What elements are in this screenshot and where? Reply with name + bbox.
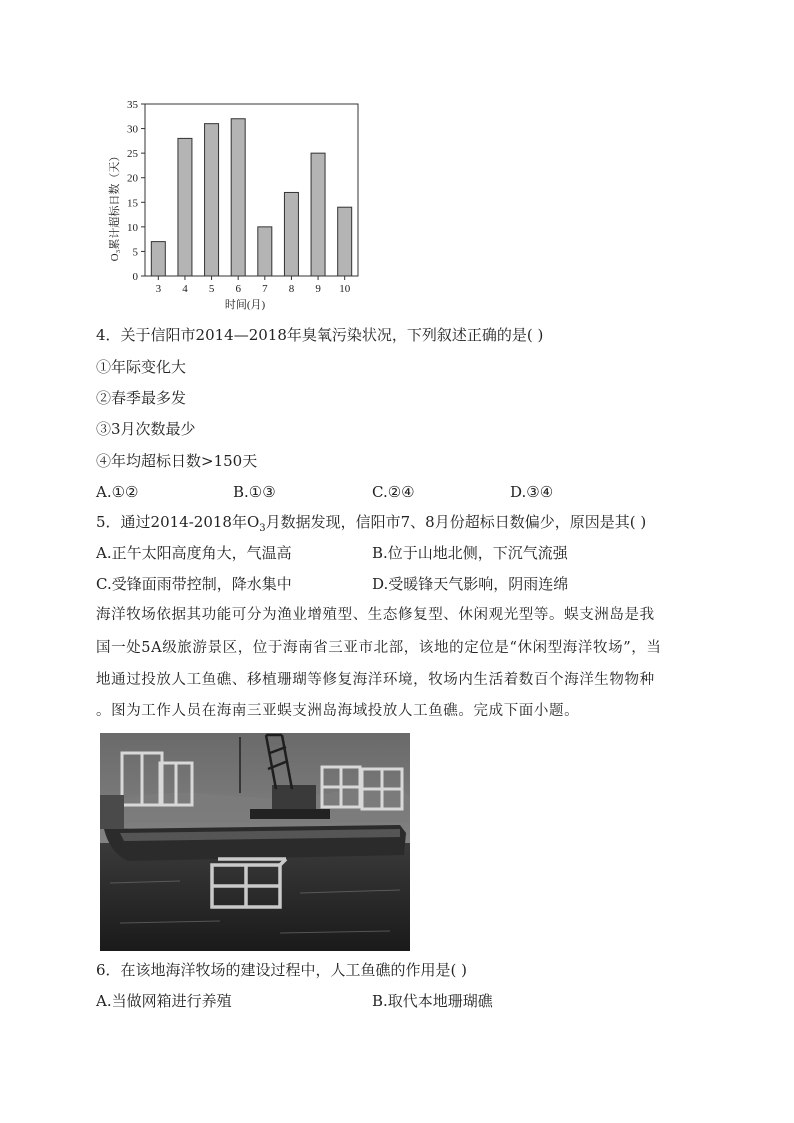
y-tick-label: 35 — [127, 99, 138, 111]
q4-option-a: A.①② — [96, 483, 139, 501]
q4-option-b: B.①③ — [233, 483, 276, 501]
y-tick-label: 25 — [127, 148, 138, 161]
y-tick-label: 5 — [132, 246, 138, 259]
x-tick-label: 8 — [288, 283, 295, 295]
passage-line-4: 。图为工作人员在海南三亚蜈支洲岛海域投放人工鱼礁。完成下面小题。 — [96, 703, 580, 719]
y-axis-label: O₃累计超标日数（天） — [109, 150, 121, 262]
bar-month-3 — [151, 242, 165, 276]
x-tick-label: 3 — [155, 283, 162, 295]
x-tick-label: 10 — [339, 283, 351, 295]
q5-option-c: C.受锋面雨带控制，降水集中 — [96, 575, 292, 593]
q6-option-b: B.取代本地珊瑚礁 — [372, 992, 493, 1010]
y-tick-label: 0 — [132, 271, 138, 283]
x-axis-label: 时间(月) — [224, 299, 266, 311]
q4-statement-4: ④年均超标日数>150天 — [96, 452, 258, 470]
question-4-stem: 4．关于信阳市2014—2018年臭氧污染状况，下列叙述正确的是( ) — [96, 326, 544, 344]
bar-month-6 — [231, 119, 245, 276]
bar-month-9 — [311, 153, 325, 276]
y-tick-label: 20 — [127, 172, 138, 185]
q4-statement-2: ②春季最多发 — [96, 389, 187, 407]
q6-option-a: A.当做网箱进行养殖 — [96, 992, 232, 1010]
passage-line-2: 国一处5A级旅游景区，位于海南省三亚市北部，该地的定位是“休闲型海洋牧场”，当 — [96, 640, 662, 656]
q4-option-d: D.③④ — [510, 483, 554, 501]
question-6-stem: 6．在该地海洋牧场的建设过程中，人工鱼礁的作用是( ) — [96, 961, 468, 979]
q5-option-b: B.位于山地北侧，下沉气流强 — [372, 544, 568, 562]
y-tick-label: 30 — [127, 123, 138, 136]
bars — [151, 119, 351, 276]
q4-statement-3: ③3月次数最少 — [96, 420, 196, 438]
bar-month-5 — [205, 124, 219, 276]
x-tick-label: 6 — [235, 283, 241, 295]
q4-option-c: C.②④ — [372, 483, 415, 501]
x-tick-label: 7 — [262, 283, 268, 295]
x-tick-label: 5 — [208, 283, 215, 295]
bar-month-4 — [178, 138, 192, 276]
passage-line-3: 地通过投放人工鱼礁、移植珊瑚等修复海洋环境，牧场内生活着数百个海洋生物物种 — [96, 672, 655, 688]
q5-option-d: D.受暖锋天气影响，阴雨连绵 — [372, 575, 569, 593]
q5-stem-part-a: 5．通过2014-2018年O — [96, 513, 260, 531]
bar-chart — [100, 96, 365, 311]
y-axis-ticks — [127, 99, 145, 283]
bar-month-8 — [284, 192, 298, 276]
passage-line-1: 海洋牧场依据其功能可分为渔业增殖型、生态修复型、休闲观光型等。蜈支洲岛是我 — [96, 607, 655, 623]
y-tick-label: 10 — [127, 221, 138, 234]
plot-frame — [145, 104, 358, 276]
q5-stem-part-b: 月数据发现，信阳市7、8月份超标日数偏少，原因是其( ) — [265, 513, 647, 531]
q4-statement-1: ①年际变化大 — [96, 358, 187, 376]
x-tick-label: 9 — [315, 283, 321, 295]
bar-month-7 — [258, 227, 272, 276]
q5-option-a: A.正午太阳高度角大，气温高 — [96, 544, 292, 562]
x-axis-ticks — [156, 276, 351, 295]
y-tick-label: 15 — [127, 197, 138, 210]
question-5-stem — [96, 512, 646, 539]
bar-month-10 — [338, 207, 352, 276]
x-tick-label: 4 — [182, 283, 188, 295]
reef-deployment-photo — [100, 733, 410, 951]
q5-stem-subscript: 3 — [259, 523, 266, 534]
